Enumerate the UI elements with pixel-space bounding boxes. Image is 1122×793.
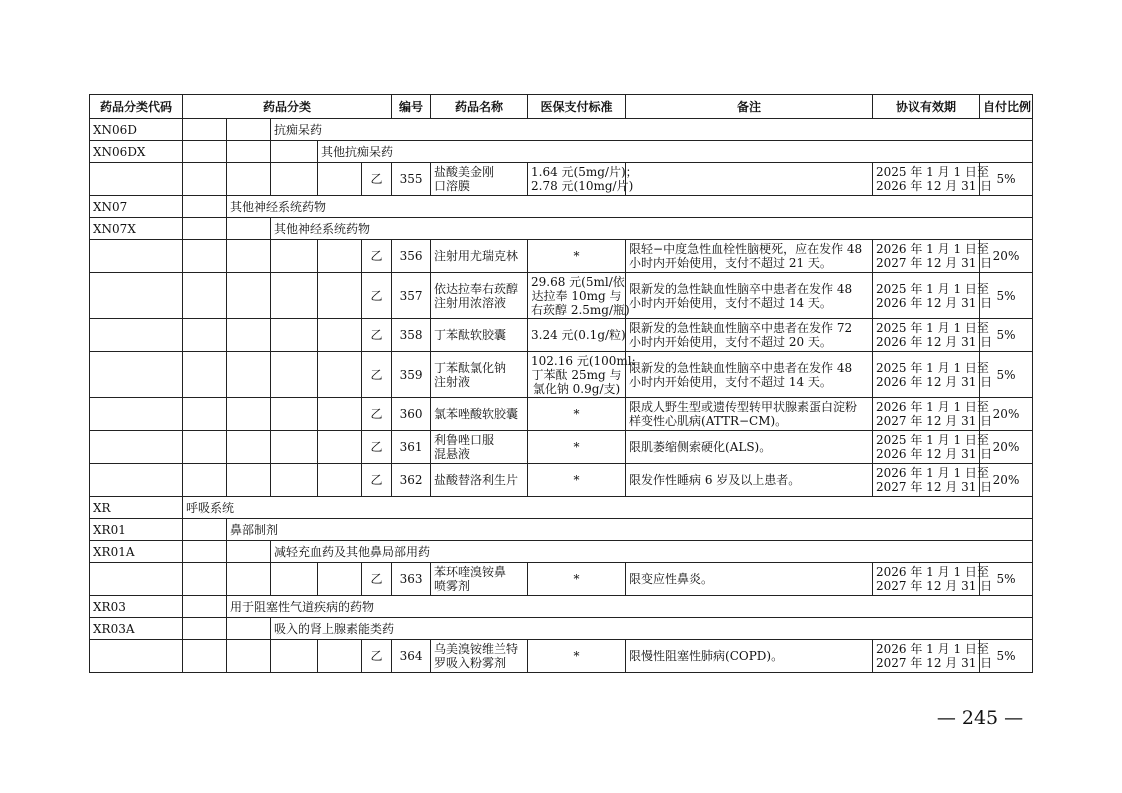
drug-note-line: 限成人野生型或遗传型转甲状腺素蛋白淀粉 (629, 400, 858, 414)
payment-standard (528, 240, 626, 273)
empty-cell (271, 319, 318, 352)
empty-cell (183, 398, 227, 431)
empty-cell (271, 431, 318, 464)
page-number: — 245 — (936, 707, 1024, 729)
header-ratio: 自付比例 (980, 95, 1033, 119)
payment-standard (528, 352, 636, 398)
payment-standard-line: 丁苯酞 25mg 与 (531, 367, 622, 382)
drug-name-line: 依达拉奉右莰醇 (434, 281, 519, 296)
payment-standard-line: 达拉奉 10mg 与 (531, 288, 622, 303)
drug-number: 356 (392, 240, 431, 273)
agreement-validity-line: 2027 年 12 月 31 日 (876, 480, 993, 494)
payment-standard-line: 3.24 元(0.1g/粒) (531, 328, 626, 342)
self-pay-ratio: 5% (980, 273, 1033, 319)
agreement-validity (873, 398, 993, 431)
agreement-validity-line: 2026 年 12 月 31 日 (876, 374, 993, 389)
drug-note-line: 小时内开始使用，支付不超过 14 天。 (629, 374, 832, 389)
agreement-validity-line: 2026 年 1 月 1 日至 (876, 642, 989, 656)
empty-cell (271, 398, 318, 431)
self-pay-ratio: 20% (980, 464, 1033, 497)
empty-cell (183, 273, 227, 319)
category-row (90, 618, 1033, 640)
drug-row (90, 431, 1033, 464)
agreement-validity (873, 352, 993, 398)
header-name: 药品名称 (431, 95, 528, 119)
empty-cell (227, 141, 271, 163)
agreement-validity-line: 2026 年 12 月 31 日 (876, 179, 993, 193)
agreement-validity-line: 2027 年 12 月 31 日 (876, 656, 993, 670)
agreement-validity-line: 2026 年 1 月 1 日至 (876, 565, 989, 579)
empty-cell (183, 431, 227, 464)
drug-class: 乙 (362, 273, 392, 319)
drug-class: 乙 (362, 398, 392, 431)
drug-name (431, 640, 528, 673)
self-pay-ratio: 5% (980, 563, 1033, 596)
category-row (90, 196, 1033, 218)
payment-standard-line: 右莰醇 2.5mg/瓶) (531, 302, 630, 317)
empty-cell (271, 273, 318, 319)
category-row (90, 519, 1033, 541)
empty-cell (271, 240, 318, 273)
drug-class: 乙 (362, 240, 392, 273)
agreement-validity-line: 2025 年 1 月 1 日至 (876, 321, 989, 335)
drug-number: 363 (392, 563, 431, 596)
drug-note (626, 640, 873, 673)
empty-cell (227, 618, 271, 640)
drug-name (431, 163, 528, 196)
category-label: 减轻充血药及其他鼻局部用药 (271, 541, 1033, 563)
header-number: 编号 (392, 95, 431, 119)
agreement-validity-line: 2025 年 1 月 1 日至 (876, 281, 989, 296)
self-pay-ratio: 5% (980, 640, 1033, 673)
empty-cell (183, 319, 227, 352)
drug-name-line: 喷雾剂 (434, 579, 471, 593)
payment-standard-line: * (573, 440, 580, 454)
payment-standard-line: 102.16 元(100ml: (531, 353, 636, 368)
drug-row (90, 563, 1033, 596)
empty-cell (183, 618, 227, 640)
empty-cell (271, 640, 318, 673)
drug-name-line: 注射用尤瑞克林 (434, 249, 519, 263)
empty-cell (271, 352, 318, 398)
payment-standard (528, 640, 626, 673)
category-row (90, 541, 1033, 563)
drug-row (90, 398, 1033, 431)
empty-cell (271, 141, 318, 163)
drug-note-line: 限新发的急性缺血性脑卒中患者在发作 48 (629, 360, 853, 375)
empty-cell (183, 119, 227, 141)
drug-name-line: 注射液 (434, 374, 471, 389)
drug-note-line: 样变性心肌病(ATTR−CM)。 (629, 414, 788, 428)
header-note: 备注 (626, 95, 873, 119)
drug-name (431, 563, 528, 596)
agreement-validity-line: 2025 年 1 月 1 日至 (876, 360, 989, 375)
category-code: XR01 (90, 519, 183, 541)
category-code: XR03 (90, 596, 183, 618)
empty-cell (183, 218, 227, 240)
empty-cell (90, 398, 183, 431)
drug-name-line: 苯环喹溴铵鼻 (434, 565, 507, 579)
agreement-validity (873, 563, 993, 596)
drug-row (90, 319, 1033, 352)
payment-standard-line: * (573, 249, 580, 263)
payment-standard-line: * (573, 407, 580, 421)
self-pay-ratio: 20% (980, 431, 1033, 464)
header-validity: 协议有效期 (873, 95, 980, 119)
agreement-validity-line: 2026 年 1 月 1 日至 (876, 466, 989, 480)
empty-cell (227, 273, 271, 319)
category-code: XR01A (90, 541, 183, 563)
self-pay-ratio: 5% (980, 352, 1033, 398)
empty-cell (183, 196, 227, 218)
empty-cell (271, 163, 318, 196)
category-code: XN06DX (90, 141, 183, 163)
category-row (90, 119, 1033, 141)
category-code: XR03A (90, 618, 183, 640)
drug-class: 乙 (362, 431, 392, 464)
drug-name-line: 丁苯酞氯化钠 (434, 360, 507, 375)
payment-standard (528, 563, 626, 596)
drug-class: 乙 (362, 464, 392, 497)
agreement-validity (873, 240, 993, 273)
drug-note-line: 限新发的急性缺血性脑卒中患者在发作 72 (629, 321, 853, 335)
drug-number: 362 (392, 464, 431, 497)
payment-standard-line: * (573, 572, 580, 586)
agreement-validity (873, 640, 993, 673)
category-row (90, 497, 1033, 519)
empty-cell (90, 464, 183, 497)
drug-note (626, 240, 873, 273)
drug-note-line: 限变应性鼻炎。 (629, 572, 714, 586)
category-label: 其他神经系统药物 (227, 196, 1033, 218)
empty-cell (227, 218, 271, 240)
drug-note (626, 431, 873, 464)
payment-standard-line: 2.78 元(10mg/片) (531, 179, 634, 193)
drug-number: 359 (392, 352, 431, 398)
category-row (90, 596, 1033, 618)
drug-name-line: 乌美溴铵维兰特 (434, 642, 519, 656)
agreement-validity (873, 464, 993, 497)
category-label: 鼻部制剂 (227, 519, 1033, 541)
drug-note-line: 限新发的急性缺血性脑卒中患者在发作 48 (629, 281, 853, 296)
drug-name (431, 431, 528, 464)
empty-cell (318, 398, 362, 431)
drug-note (626, 563, 873, 596)
category-code: XR (90, 497, 183, 519)
empty-cell (318, 431, 362, 464)
drug-class: 乙 (362, 563, 392, 596)
drug-number: 357 (392, 273, 431, 319)
payment-standard-line: 1.64 元(5mg/片)； (531, 165, 638, 179)
category-label: 吸入的肾上腺素能类药 (271, 618, 1033, 640)
payment-standard (528, 398, 626, 431)
payment-standard (528, 273, 630, 319)
drug-number: 355 (392, 163, 431, 196)
agreement-validity-line: 2026 年 1 月 1 日至 (876, 400, 989, 414)
empty-cell (318, 563, 362, 596)
empty-cell (183, 640, 227, 673)
empty-cell (227, 464, 271, 497)
header-code: 药品分类代码 (90, 95, 183, 119)
empty-cell (90, 273, 183, 319)
empty-cell (90, 563, 183, 596)
header-category: 药品分类 (183, 95, 392, 119)
category-label: 其他神经系统药物 (271, 218, 1033, 240)
agreement-validity-line: 2026 年 1 月 1 日至 (876, 242, 989, 256)
empty-cell (318, 273, 362, 319)
drug-row (90, 163, 1033, 196)
empty-cell (90, 431, 183, 464)
drug-note-line: 限发作性睡病 6 岁及以上患者。 (629, 473, 801, 487)
payment-standard-line: 29.68 元(5ml/依 (531, 274, 625, 289)
self-pay-ratio: 5% (980, 163, 1033, 196)
drug-name-line: 混悬液 (434, 447, 471, 461)
drug-row (90, 464, 1033, 497)
category-label: 呼吸系统 (183, 497, 1033, 519)
drug-name-line: 罗吸入粉雾剂 (434, 656, 507, 670)
drug-name (431, 319, 528, 352)
payment-standard (528, 319, 626, 352)
agreement-validity (873, 163, 993, 196)
drug-list-table (89, 94, 1033, 673)
header-standard: 医保支付标准 (528, 95, 626, 119)
drug-note-line: 限慢性阻塞性肺病(COPD)。 (629, 649, 784, 663)
agreement-validity (873, 273, 993, 319)
payment-standard-line: * (573, 649, 580, 663)
empty-cell (183, 519, 227, 541)
empty-cell (90, 319, 183, 352)
empty-cell (227, 563, 271, 596)
drug-name (431, 273, 528, 319)
self-pay-ratio: 20% (980, 240, 1033, 273)
empty-cell (90, 163, 183, 196)
drug-note-line: 小时内开始使用，支付不超过 14 天。 (629, 295, 832, 310)
drug-row (90, 640, 1033, 673)
category-code: XN06D (90, 119, 183, 141)
empty-cell (90, 352, 183, 398)
agreement-validity-line: 2027 年 12 月 31 日 (876, 414, 993, 428)
agreement-validity-line: 2027 年 12 月 31 日 (876, 579, 993, 593)
self-pay-ratio: 5% (980, 319, 1033, 352)
drug-name-line: 注射用浓溶液 (434, 295, 507, 310)
empty-cell (183, 240, 227, 273)
drug-note (626, 273, 873, 319)
empty-cell (183, 163, 227, 196)
agreement-validity-line: 2025 年 1 月 1 日至 (876, 433, 989, 447)
drug-name-line: 丁苯酞软胶囊 (434, 328, 507, 342)
drug-note-line: 限轻−中度急性血栓性脑梗死，应在发作 48 (629, 242, 863, 256)
category-label: 其他抗痴呆药 (318, 141, 1033, 163)
drug-note-line: 小时内开始使用，支付不超过 21 天。 (629, 256, 832, 270)
category-code: XN07X (90, 218, 183, 240)
payment-standard (528, 431, 626, 464)
drug-class: 乙 (362, 163, 392, 196)
drug-row (90, 273, 1033, 319)
empty-cell (90, 240, 183, 273)
drug-number: 358 (392, 319, 431, 352)
empty-cell (227, 352, 271, 398)
drug-row (90, 352, 1033, 398)
drug-row (90, 240, 1033, 273)
drug-note (626, 319, 873, 352)
drug-name (431, 464, 528, 497)
drug-number: 364 (392, 640, 431, 673)
table-header-row (90, 95, 1033, 119)
empty-cell (90, 640, 183, 673)
category-label: 用于阻塞性气道疾病的药物 (227, 596, 1033, 618)
drug-name-line: 氯苯唑酸软胶囊 (434, 407, 519, 421)
agreement-validity-line: 2026 年 12 月 31 日 (876, 335, 993, 349)
category-row (90, 141, 1033, 163)
drug-note (626, 352, 873, 398)
empty-cell (271, 464, 318, 497)
agreement-validity-line: 2026 年 12 月 31 日 (876, 295, 993, 310)
drug-name (431, 352, 528, 398)
empty-cell (183, 352, 227, 398)
agreement-validity-line: 2025 年 1 月 1 日至 (876, 165, 989, 179)
agreement-validity (873, 319, 993, 352)
drug-class: 乙 (362, 640, 392, 673)
payment-standard (528, 464, 626, 497)
empty-cell (227, 431, 271, 464)
drug-note (626, 464, 873, 497)
empty-cell (227, 319, 271, 352)
empty-cell (318, 352, 362, 398)
empty-cell (271, 563, 318, 596)
agreement-validity (873, 431, 993, 464)
drug-number: 361 (392, 431, 431, 464)
empty-cell (183, 141, 227, 163)
empty-cell (318, 640, 362, 673)
empty-cell (227, 541, 271, 563)
drug-name-line: 口溶膜 (434, 179, 471, 193)
empty-cell (183, 563, 227, 596)
category-code: XN07 (90, 196, 183, 218)
empty-cell (318, 240, 362, 273)
empty-cell (318, 163, 362, 196)
empty-cell (318, 319, 362, 352)
drug-class: 乙 (362, 352, 392, 398)
drug-class: 乙 (362, 319, 392, 352)
payment-standard-line: 氯化钠 0.9g/支) (532, 381, 621, 396)
empty-cell (183, 464, 227, 497)
table-body (90, 119, 1033, 673)
empty-cell (227, 398, 271, 431)
drug-name-line: 利鲁唑口服 (434, 433, 495, 447)
empty-cell (227, 640, 271, 673)
drug-name-line: 盐酸美金刚 (434, 165, 495, 179)
agreement-validity-line: 2027 年 12 月 31 日 (876, 256, 993, 270)
empty-cell (227, 119, 271, 141)
empty-cell (183, 596, 227, 618)
self-pay-ratio: 20% (980, 398, 1033, 431)
drug-note-line: 限肌萎缩侧索硬化(ALS)。 (629, 440, 772, 454)
drug-note (626, 398, 873, 431)
drug-note (626, 163, 873, 196)
drug-name (431, 240, 528, 273)
drug-number: 360 (392, 398, 431, 431)
drug-note-line: 小时内开始使用，支付不超过 20 天。 (629, 335, 832, 349)
drug-name (431, 398, 528, 431)
payment-standard (528, 163, 638, 196)
empty-cell (183, 541, 227, 563)
empty-cell (318, 464, 362, 497)
agreement-validity-line: 2026 年 12 月 31 日 (876, 447, 993, 461)
payment-standard-line: * (573, 473, 580, 487)
empty-cell (227, 240, 271, 273)
drug-name-line: 盐酸替洛利生片 (434, 473, 519, 487)
empty-cell (227, 163, 271, 196)
category-row (90, 218, 1033, 240)
category-label: 抗痴呆药 (271, 119, 1033, 141)
